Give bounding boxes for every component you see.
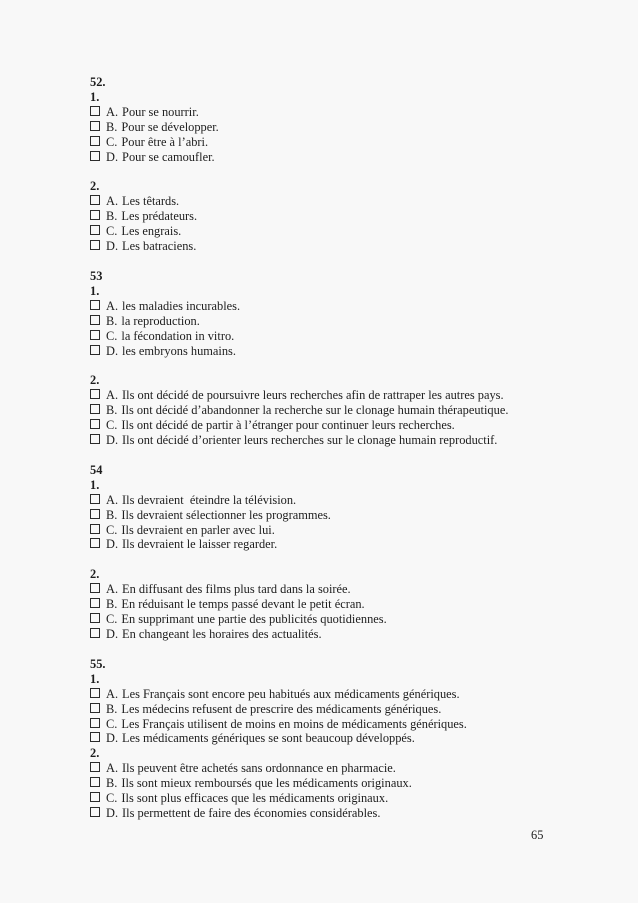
- answer-checkbox[interactable]: [90, 538, 100, 548]
- option-row: [90, 791, 630, 806]
- answer-checkbox[interactable]: [90, 330, 100, 340]
- option-text: Ils sont plus efficaces que les médicaments originaux.: [121, 791, 389, 806]
- answer-checkbox[interactable]: [90, 136, 100, 146]
- answer-checkbox[interactable]: [90, 688, 100, 698]
- option-row: [90, 537, 630, 552]
- option-text: Ils ont décidé d’abandonner la recherche sur le clonage humain thérapeutique.: [121, 403, 509, 418]
- question-number: 54: [90, 462, 103, 477]
- option-text: Les Français sont encore peu habitués aux médicaments génériques.: [122, 686, 460, 701]
- option-letter: D.: [106, 731, 119, 746]
- option-letter: A.: [106, 104, 119, 119]
- answer-checkbox[interactable]: [90, 807, 100, 817]
- option-row: [90, 224, 630, 239]
- option-row: [90, 627, 630, 642]
- answer-checkbox[interactable]: [90, 703, 100, 713]
- part-number: 2.: [90, 567, 100, 582]
- option-letter: B.: [106, 507, 118, 522]
- option-letter: D.: [106, 537, 119, 552]
- question-number: 55.: [90, 656, 106, 671]
- option-text: Ils devraient en parler avec lui.: [121, 522, 275, 537]
- answer-checkbox[interactable]: [90, 762, 100, 772]
- option-row: [90, 523, 630, 538]
- option-row: [90, 612, 630, 627]
- option-text: Les prédateurs.: [121, 209, 198, 224]
- option-text: Pour se nourrir.: [122, 104, 199, 119]
- option-row: [90, 403, 630, 418]
- answer-checkbox[interactable]: [90, 628, 100, 638]
- option-row: [90, 508, 630, 523]
- question-52-part-1: [90, 90, 630, 165]
- answer-checkbox[interactable]: [90, 419, 100, 429]
- answer-checkbox[interactable]: [90, 389, 100, 399]
- part-number: 1.: [90, 477, 100, 492]
- option-text: Les médecins refusent de prescrire des médicaments génériques.: [121, 701, 442, 716]
- question-number: 52.: [90, 75, 106, 89]
- option-row: [90, 209, 630, 224]
- option-text: Ils ont décidé de poursuivre leurs recherches afin de rattraper les autres pays.: [122, 388, 504, 403]
- option-letter: B.: [106, 597, 118, 612]
- option-row: [90, 135, 630, 150]
- question-55-part-1: [90, 672, 630, 747]
- questions-list: [90, 75, 630, 821]
- option-letter: A.: [106, 582, 119, 597]
- question-55-part-2: [90, 746, 630, 821]
- part-number: 2.: [90, 746, 100, 761]
- option-row: [90, 344, 630, 359]
- option-row: [90, 329, 630, 344]
- option-text: Pour se camoufler.: [122, 149, 215, 164]
- option-letter: A.: [106, 298, 119, 313]
- answer-checkbox[interactable]: [90, 315, 100, 325]
- option-letter: C.: [106, 791, 118, 806]
- option-row: [90, 433, 630, 448]
- option-letter: B.: [106, 119, 118, 134]
- part-number: 1.: [90, 671, 100, 686]
- option-row: [90, 761, 630, 776]
- option-letter: D.: [106, 805, 119, 820]
- part-number: 1.: [90, 283, 100, 298]
- answer-checkbox[interactable]: [90, 434, 100, 444]
- option-letter: B.: [106, 776, 118, 791]
- option-text: Ils ont décidé d’orienter leurs recherches sur le clonage humain reproductif.: [122, 433, 498, 448]
- option-text: Ils devraient éteindre la télévision.: [122, 492, 297, 507]
- option-letter: A.: [106, 492, 119, 507]
- answer-checkbox[interactable]: [90, 583, 100, 593]
- option-letter: C.: [106, 224, 118, 239]
- option-row: [90, 597, 630, 612]
- part-number: 1.: [90, 89, 100, 104]
- option-letter: D.: [106, 627, 119, 641]
- option-row: [90, 717, 630, 732]
- option-text: En changeant les horaires des actualités.: [122, 627, 322, 641]
- option-text: les maladies incurables.: [122, 298, 241, 313]
- option-text: la fécondation in vitro.: [121, 328, 235, 343]
- option-text: Les têtards.: [122, 194, 180, 209]
- answer-checkbox[interactable]: [90, 718, 100, 728]
- answer-checkbox[interactable]: [90, 240, 100, 250]
- option-text: Ils devraient le laisser regarder.: [122, 537, 278, 552]
- question-52: [90, 75, 630, 254]
- option-row: [90, 582, 630, 597]
- option-text: Ils peuvent être achetés sans ordonnance en pharmacie.: [122, 761, 396, 776]
- option-letter: D.: [106, 149, 119, 164]
- answer-checkbox[interactable]: [90, 732, 100, 742]
- answer-checkbox[interactable]: [90, 151, 100, 161]
- option-text: Ils devraient sélectionner les programmes.: [121, 507, 331, 522]
- option-row: [90, 806, 630, 821]
- question-54-part-1: [90, 478, 630, 553]
- option-text: Les engrais.: [121, 224, 182, 239]
- page-number: 65: [531, 828, 544, 842]
- option-letter: A.: [106, 761, 119, 776]
- question-55: [90, 657, 630, 821]
- option-row: [90, 105, 630, 120]
- answer-checkbox[interactable]: [90, 195, 100, 205]
- answer-checkbox[interactable]: [90, 404, 100, 414]
- question-53-part-2: [90, 373, 630, 448]
- answer-checkbox[interactable]: [90, 121, 100, 131]
- option-letter: C.: [106, 612, 118, 627]
- option-text: Ils permettent de faire des économies considérables.: [122, 805, 381, 820]
- option-text: la reproduction.: [121, 313, 200, 328]
- option-letter: C.: [106, 328, 118, 343]
- option-text: En diffusant des films plus tard dans la soirée.: [122, 582, 351, 597]
- option-text: En supprimant une partie des publicités quotidiennes.: [121, 612, 387, 627]
- option-row: [90, 150, 630, 165]
- question-number: 53: [90, 268, 103, 283]
- option-letter: C.: [106, 716, 118, 731]
- option-text: Les médicaments génériques se sont beaucoup développés.: [122, 731, 415, 746]
- answer-checkbox[interactable]: [90, 225, 100, 235]
- option-text: Pour se développer.: [121, 119, 219, 134]
- answer-checkbox[interactable]: [90, 598, 100, 608]
- option-row: [90, 194, 630, 209]
- option-text: Pour être à l’abri.: [121, 134, 209, 149]
- option-letter: B.: [106, 209, 118, 224]
- option-letter: B.: [106, 313, 118, 328]
- option-letter: D.: [106, 433, 119, 448]
- option-letter: D.: [106, 239, 119, 254]
- option-letter: A.: [106, 686, 119, 701]
- question-54-part-2: [90, 567, 630, 642]
- answer-checkbox[interactable]: [90, 106, 100, 116]
- answer-checkbox[interactable]: [90, 300, 100, 310]
- option-letter: B.: [106, 701, 118, 716]
- answer-checkbox[interactable]: [90, 777, 100, 787]
- option-row: [90, 299, 630, 314]
- answer-checkbox[interactable]: [90, 792, 100, 802]
- question-53: [90, 269, 630, 448]
- option-letter: C.: [106, 522, 118, 537]
- option-row: [90, 493, 630, 508]
- option-text: Ils sont mieux remboursés que les médicaments originaux.: [121, 776, 412, 791]
- question-52-part-2: [90, 179, 630, 254]
- option-row: [90, 388, 630, 403]
- option-letter: A.: [106, 194, 119, 209]
- question-54: [90, 463, 630, 642]
- option-row: [90, 239, 630, 254]
- option-text: En réduisant le temps passé devant le petit écran.: [121, 597, 365, 612]
- option-letter: C.: [106, 134, 118, 149]
- option-text: Les Français utilisent de moins en moins de médicaments génériques.: [121, 716, 467, 731]
- answer-checkbox[interactable]: [90, 345, 100, 355]
- answer-checkbox[interactable]: [90, 613, 100, 623]
- option-row: [90, 314, 630, 329]
- question-53-part-1: [90, 284, 630, 359]
- option-row: [90, 120, 630, 135]
- option-letter: C.: [106, 418, 118, 433]
- option-row: [90, 418, 630, 433]
- option-text: les embryons humains.: [122, 343, 236, 358]
- option-row: [90, 687, 630, 702]
- option-row: [90, 702, 630, 717]
- option-letter: D.: [106, 343, 119, 358]
- option-text: Les batraciens.: [122, 239, 197, 254]
- answer-checkbox[interactable]: [90, 210, 100, 220]
- option-letter: A.: [106, 388, 119, 403]
- answer-checkbox[interactable]: [90, 524, 100, 534]
- answer-checkbox[interactable]: [90, 509, 100, 519]
- part-number: 2.: [90, 179, 100, 194]
- option-row: [90, 776, 630, 791]
- option-text: Ils ont décidé de partir à l’étranger pour continuer leurs recherches.: [121, 418, 455, 433]
- part-number: 2.: [90, 373, 100, 388]
- option-row: [90, 731, 630, 746]
- answer-checkbox[interactable]: [90, 494, 100, 504]
- option-letter: B.: [106, 403, 118, 418]
